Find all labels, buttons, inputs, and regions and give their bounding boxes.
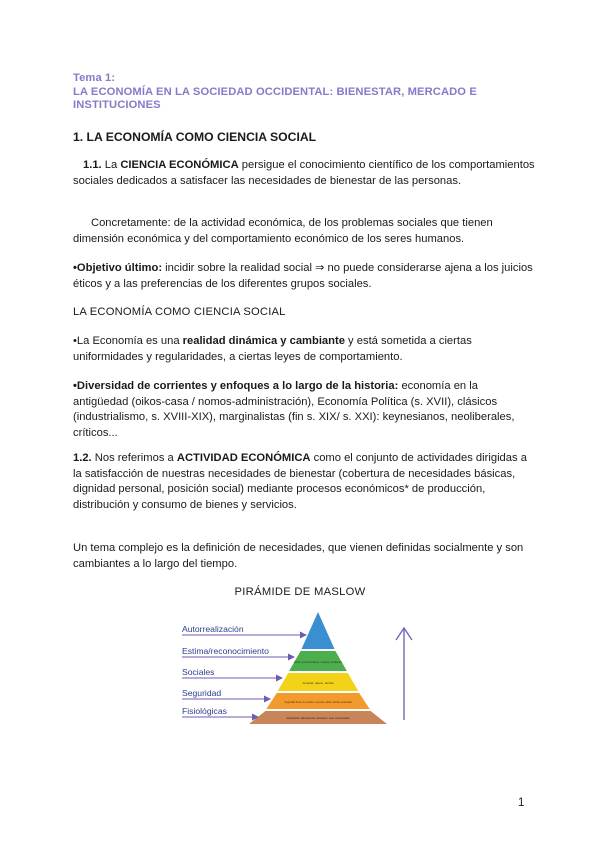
bold-term: ACTIVIDAD ECONÓMICA <box>176 452 311 464</box>
paragraph-number: 1.2. <box>73 452 92 464</box>
label-sociales: Sociales <box>182 667 215 677</box>
upward-arrow-icon <box>392 626 416 722</box>
text-run: y está sometida a ciertas uniformidades y regularidades, a ciertas leyes de comportamiento. <box>73 335 472 363</box>
paragraph-number: 1.1. <box>83 159 102 171</box>
paragraph-ciencia-economica <box>73 158 535 189</box>
subheading: LA ECONOMÍA COMO CIENCIA SOCIAL <box>73 306 286 318</box>
text-run: como el conjunto de actividades dirigidas a la satisfacción de nuestras necesidades de bienestar (cobertura de necesidades básicas, dignidad personal, posición social) mediante procesos económicos* de producción, distribución y consumo de bienes y servicios. <box>73 452 527 511</box>
text-run: Nos referimos a <box>91 452 177 464</box>
pyramid-level-autorrealizacion <box>302 612 335 649</box>
paragraph-diversidad <box>73 379 535 441</box>
pyramid-inner-text-estima: Éxito, reconocimiento, respeto, confianza <box>294 661 342 664</box>
label-fisiologicas: Fisiológicas <box>182 706 227 716</box>
paragraph-realidad-dinamica <box>73 334 535 365</box>
text-run: persigue el conocimiento científico de los comportamientos sociales dedicados a satisfacer las necesidades de bienestar de las personas. <box>73 159 535 187</box>
paragraph-concretamente: Concretamente: de la actividad económica, de los problemas sociales que tienen dimensión económica y del comportamiento económico de los seres humanos. <box>73 217 493 245</box>
bold-term: realidad dinámica y cambiante <box>182 335 345 347</box>
topic-title-line2: INSTITUCIONES <box>73 99 161 111</box>
label-seguridad: Seguridad <box>182 688 222 698</box>
pyramid-inner-text-sociales: Amistad, afecto, familia <box>302 681 334 685</box>
paragraph-objetivo <box>73 261 535 292</box>
topic-number: Tema 1: <box>73 72 116 84</box>
paragraph-actividad-economica <box>73 451 535 513</box>
topic-title-line1: LA ECONOMÍA EN LA SOCIEDAD OCCIDENTAL: BIENESTAR, MERCADO E <box>73 85 477 98</box>
label-estima: Estima/reconocimiento <box>182 646 269 656</box>
section-heading: 1. LA ECONOMÍA COMO CIENCIA SOCIAL <box>73 130 317 144</box>
pyramid-inner-text-seguridad: Seguridad física, de empleo, recursos, salud, familia, propiedad <box>284 701 352 704</box>
bold-term: •Diversidad de corrientes y enfoques a lo largo de la historia: <box>73 380 399 392</box>
label-autorrealizacion: Autorrealización <box>182 624 244 634</box>
figure-title: PIRÁMIDE DE MASLOW <box>234 586 366 598</box>
text-run: economía en la antigüedad (oikos-casa / nomos-administración), Economía Política (s. XVII), clásicos (industrialismo, s. XVIII-XIX), marginalistas (fin s. XIX/ s. XXI): keynesianos, neoliberales, críticos... <box>73 380 515 439</box>
pyramid-inner-text-fisiologicas: Respiración, alimentación, descanso, sexo, homeostasis <box>286 717 350 720</box>
text-run: La <box>101 159 121 171</box>
bold-term: •Objetivo último: <box>73 262 163 274</box>
bold-term: CIENCIA ECONÓMICA <box>120 159 239 171</box>
text-run: •La Economía es una <box>73 335 183 347</box>
paragraph-necesidades: Un tema complejo es la definición de necesidades, que vienen definidas socialmente y son cambiantes a lo largo del tiempo. <box>73 542 524 570</box>
text-run: incidir sobre la realidad social ⇒ no puede considerarse ajena a los juicios éticos y a las preferencias de los diferentes grupos sociales. <box>73 262 533 290</box>
page-number: 1 <box>518 797 525 809</box>
topic-header <box>73 72 543 113</box>
